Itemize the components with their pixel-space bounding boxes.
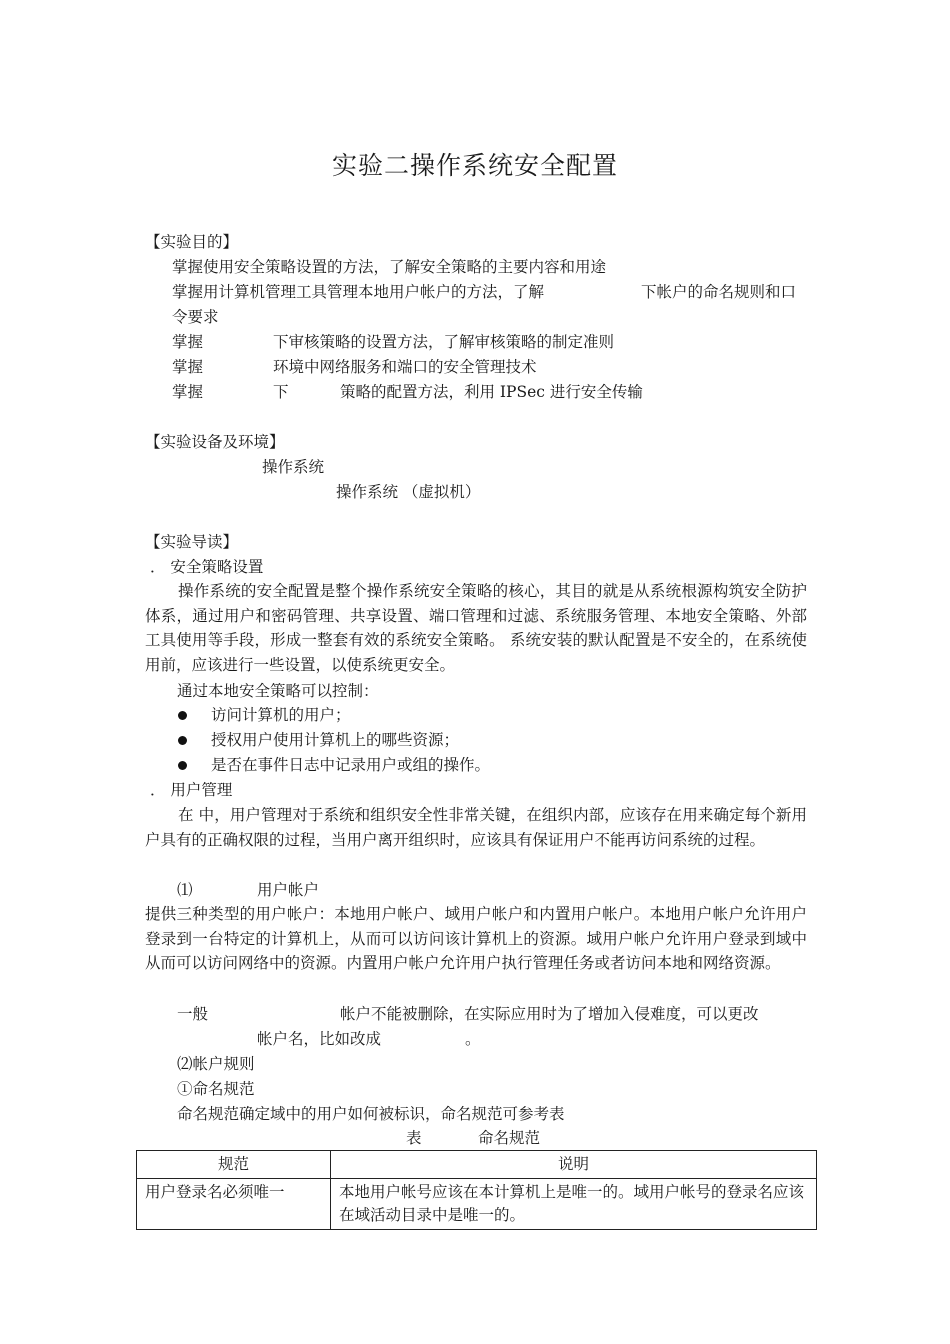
objective-item: 掌握 (172, 333, 204, 351)
paragraph-fragment: 帐户名，比如改成 (257, 1030, 382, 1048)
objective-item: 掌握使用安全策略设置的方法，了解安全策略的主要内容和用途 (172, 258, 607, 276)
bullet-icon (178, 761, 187, 770)
objective-item-wrap: 令要求 (172, 308, 219, 326)
paragraph-fragment: 一般 (177, 1005, 209, 1023)
objectives-heading: 【实验目的】 (145, 233, 239, 251)
subsection-number: ⑴ (177, 881, 193, 899)
section-title: ． 用户管理 (150, 781, 233, 799)
paragraph: 操作系统的安全配置是整个操作系统安全策略的核心，其目的就是从系统根源构筑安全防护体系，通过用户和密码管理、共享设置、端口管理和过滤、系统服务管理、本地安全策略、外部工具使用等手段，形成一整套有效的系统安全策略。 系统安装的默认配置是不安全的，在系统使用前，应该进行一些设置，以使系统更安全。 (145, 582, 807, 674)
table-header-row (137, 1151, 817, 1179)
objective-item-cont: 下审核策略的设置方法，了解审核策略的制定准则 (273, 333, 615, 351)
objective-item-cont: 下帐户的命名规则和口 (641, 283, 797, 301)
table-caption-title: 命名规范 (478, 1129, 541, 1147)
objective-item-cont: 策略的配置方法，利用 IPSec 进行安全传输 (340, 383, 643, 401)
naming-intro: 命名规范确定域中的用户如何被标识，命名规范可参考表 (177, 1105, 565, 1123)
objective-item-cont: 下 (273, 383, 289, 401)
objective-item: 掌握 (172, 358, 204, 376)
table-cell: 本地用户帐号应该在本计算机上是唯一的。域用户帐号的登录名应该在域活动目录中是唯一的。 (331, 1179, 817, 1230)
guide-heading: 【实验导读】 (145, 533, 239, 551)
bullet-icon (178, 736, 187, 745)
objective-item-cont: 环境中网络服务和端口的安全管理技术 (273, 358, 537, 376)
subsection-title: ①命名规范 (177, 1080, 255, 1098)
table-header-cell: 说明 (331, 1151, 817, 1179)
list-item: 是否在事件日志中记录用户或组的操作。 (211, 756, 491, 774)
environment-line: 操作系统 （虚拟机） (336, 483, 481, 501)
page-title: 实验二操作系统安全配置 (331, 151, 618, 180)
control-intro: 通过本地安全策略可以控制： (177, 682, 379, 700)
table-header-cell: 规范 (137, 1151, 331, 1179)
table-caption-label: 表 (406, 1129, 422, 1147)
environment-line: 操作系统 (262, 458, 325, 476)
naming-spec-table (136, 1150, 817, 1230)
bullet-icon (178, 711, 187, 720)
list-item: 授权用户使用计算机上的哪些资源； (211, 731, 460, 749)
objective-item: 掌握用计算机管理工具管理本地用户帐户的方法，了解 (172, 283, 545, 301)
list-item: 访问计算机的用户； (211, 706, 351, 724)
subsection-title: ⑵帐户规则 (177, 1055, 255, 1073)
section-title: ． 安全策略设置 (150, 558, 264, 576)
paragraph-fragment: 。 (465, 1030, 481, 1048)
paragraph-fragment: 帐户不能被删除，在实际应用时为了增加入侵难度，可以更改 (340, 1005, 759, 1023)
subsection-title: 用户帐户 (257, 881, 320, 899)
table-cell: 用户登录名必须唯一 (137, 1179, 331, 1230)
paragraph: 在 中，用户管理对于系统和组织安全性非常关键，在组织内部，应该存在用来确定每个新用户具有的正确权限的过程，当用户离开组织时，应该具有保证用户不能再访问系统的过程。 (145, 806, 807, 849)
paragraph: 提供三种类型的用户帐户：本地用户帐户、域用户帐户和内置用户帐户。本地用户帐户允许用户登录到一台特定的计算机上，从而可以访问该计算机上的资源。域用户帐户允许用户登录到域中从而可以访问网络中的资源。内置用户帐户允许用户执行管理任务或者访问本地和网络资源。 (145, 905, 807, 972)
objective-item: 掌握 (172, 383, 204, 401)
environment-heading: 【实验设备及环境】 (145, 433, 285, 451)
table-row (137, 1179, 817, 1230)
